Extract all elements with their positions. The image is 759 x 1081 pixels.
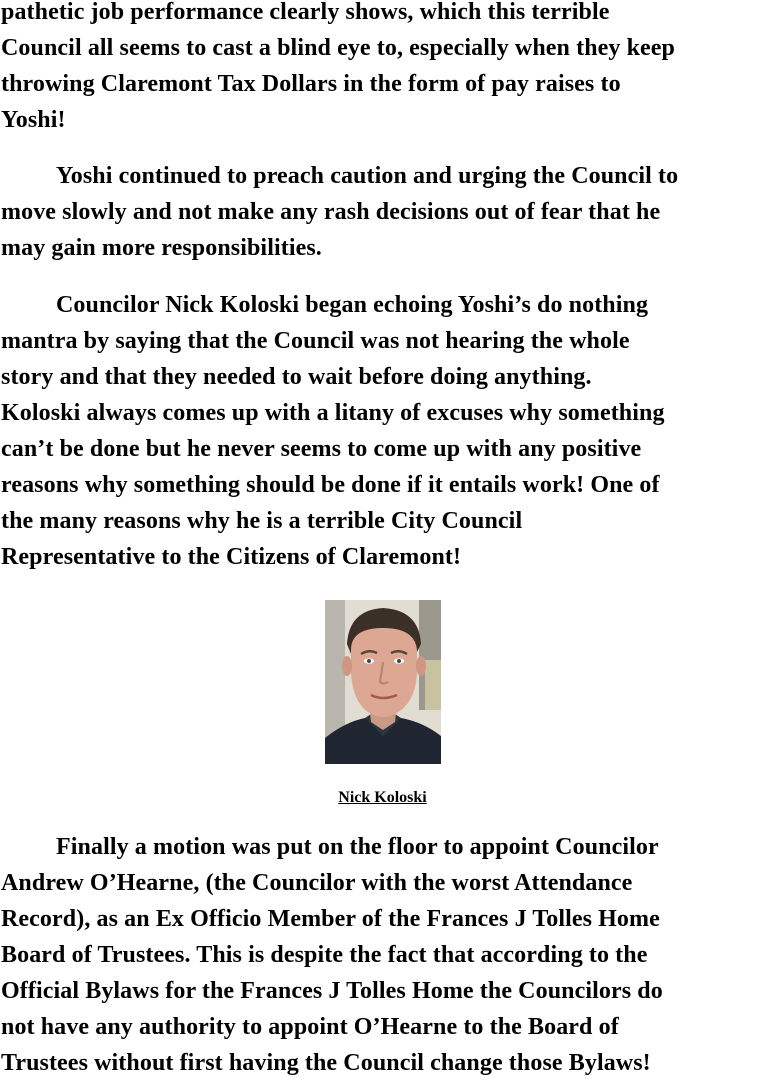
paragraph-line: Representative to the Citizens of Claremont! xyxy=(1,544,462,570)
paragraph-line: Finally a motion was put on the floor to appoint Councilor xyxy=(56,834,659,860)
paragraph-3 xyxy=(1,287,759,575)
paragraph-line: story and that they needed to wait before doing anything. xyxy=(1,364,592,390)
paragraph-line: not have any authority to appoint O’Hearne to the Board of xyxy=(1,1014,619,1040)
photo-caption xyxy=(0,788,759,808)
paragraph-line: Record), as an Ex Officio Member of the Frances J Tolles Home xyxy=(1,906,660,932)
paragraph-line: Andrew O’Hearne, (the Councilor with the worst Attendance xyxy=(1,870,633,896)
paragraph-line: can’t be done but he never seems to come up with any positive xyxy=(1,436,642,462)
paragraph-line: move slowly and not make any rash decisions out of fear that he xyxy=(1,199,661,225)
paragraph-line: the many reasons why he is a terrible City Council xyxy=(1,508,523,534)
paragraph-line: throwing Claremont Tax Dollars in the form of pay raises to xyxy=(1,71,621,97)
portrait-photo xyxy=(325,600,441,764)
paragraph-line: Councilor Nick Koloski began echoing Yoshi’s do nothing xyxy=(56,292,649,318)
paragraph-line: Council all seems to cast a blind eye to, especially when they keep xyxy=(1,35,676,61)
paragraph-line: pathetic job performance clearly shows, which this terrible xyxy=(1,0,610,25)
paragraph-line: Yoshi! xyxy=(1,107,66,133)
paragraph-1 xyxy=(1,0,759,138)
paragraph-2 xyxy=(1,158,759,266)
paragraph-line: may gain more responsibilities. xyxy=(1,235,322,261)
photo-caption-text: Nick Koloski xyxy=(338,789,427,806)
paragraph-line: mantra by saying that the Council was not hearing the whole xyxy=(1,328,630,354)
paragraph-4 xyxy=(1,829,759,1081)
paragraph-line: Koloski always comes up with a litany of excuses why something xyxy=(1,400,665,426)
paragraph-line: Trustees without first having the Council change those Bylaws! xyxy=(1,1050,651,1076)
paragraph-line: Official Bylaws for the Frances J Tolles Home the Councilors do xyxy=(1,978,663,1004)
paragraph-line: reasons why something should be done if it entails work! One of xyxy=(1,472,660,498)
paragraph-line: Yoshi continued to preach caution and urging the Council to xyxy=(56,163,679,189)
paragraph-line: Board of Trustees. This is despite the fact that according to the xyxy=(1,942,648,968)
